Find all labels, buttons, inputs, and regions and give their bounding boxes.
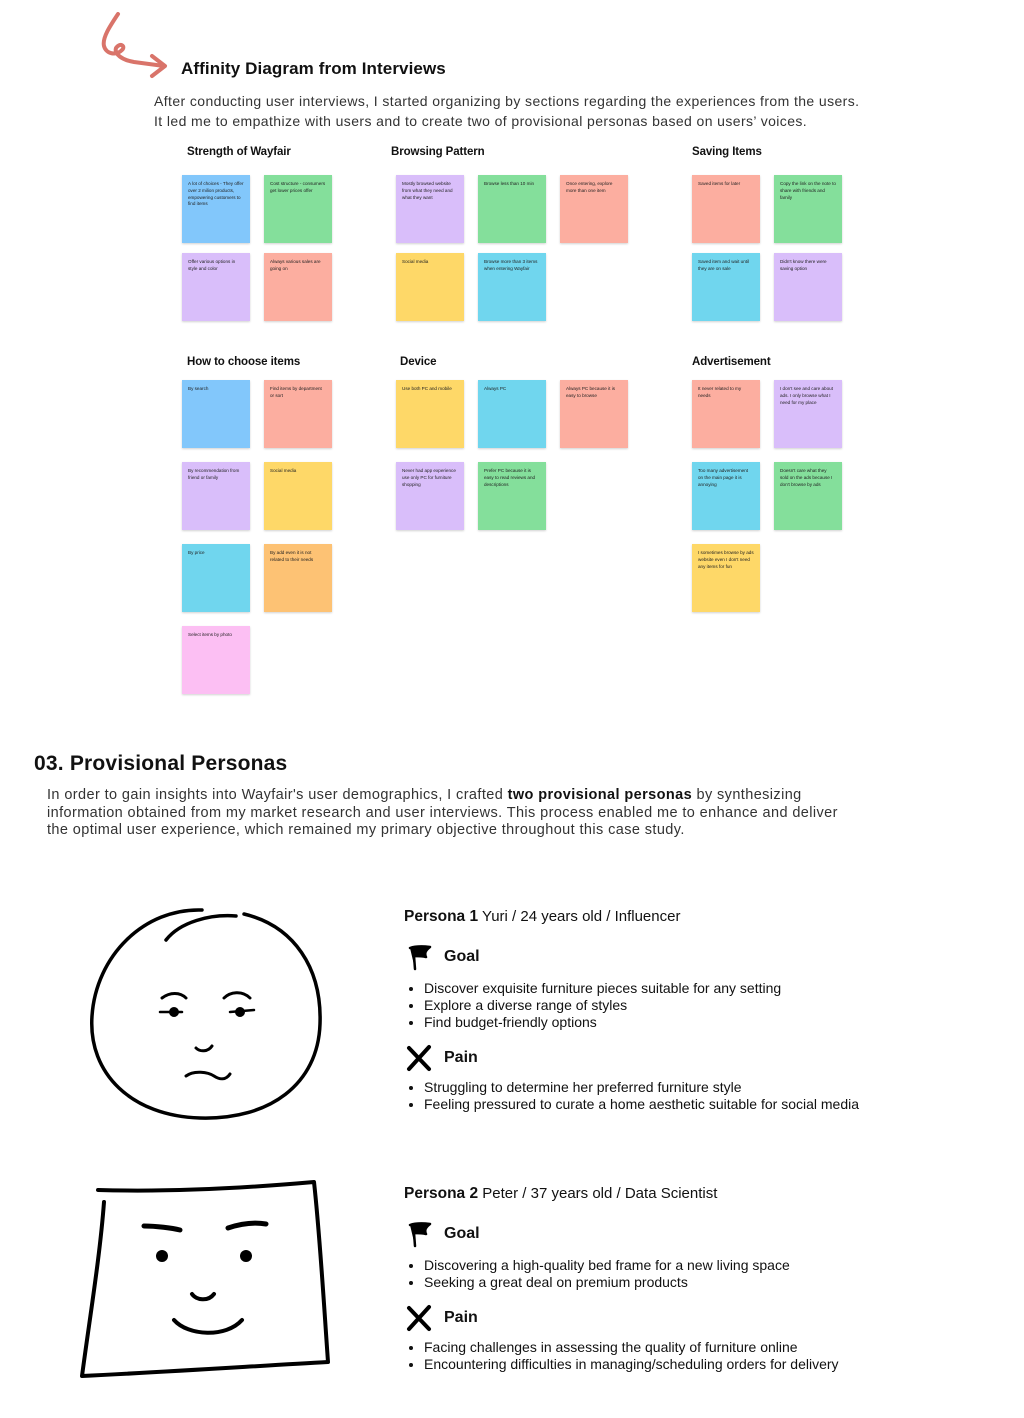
sticky-note: Didn't know there were saving option [774,253,842,321]
group-label-advertisement: Advertisement [692,356,771,368]
persona-name: Persona 2 [404,1185,479,1202]
persona-details: Peter / 37 years old / Data Scientist [482,1185,718,1202]
list-item: • Seeking a great deal on premium products [424,1274,839,1291]
persona-2-card [404,1185,839,1373]
list-item: • Discovering a high-quality bed frame for a new living space [424,1257,839,1274]
group-label-choose: How to choose items [187,356,301,368]
sticky-note: Offer various options in style and color [182,253,250,321]
list-item: • Explore a diverse range of styles [424,997,859,1014]
sticky-note: By recommendation from friend or family [182,462,250,530]
sticky-note: Social media [396,253,464,321]
sticky-note: By price [182,544,250,612]
sticky-note: Always various sales are going on [264,253,332,321]
sticky-note: Browse less than 10 min [478,175,546,243]
list-item: • Feeling pressured to curate a home aesthetic suitable for social media [424,1096,859,1113]
goal-list [404,1257,839,1291]
sticky-note: Never had app experience use only PC for furniture shopping [396,462,464,530]
sticky-note: Social media [264,462,332,530]
sticky-note: It never related to my needs [692,380,760,448]
x-icon [404,1043,434,1073]
sticky-note: I don't see and care about ads. I only browse what I need for my place [774,380,842,448]
pain-heading [404,1303,839,1333]
intro-text: by synthesizing [692,787,802,803]
personas-intro [47,787,947,840]
goal-list [404,980,859,1031]
sticky-note: Use both PC and mobile [396,380,464,448]
personas-intro-line [47,787,947,805]
group-label-strength: Strength of Wayfair [187,146,291,158]
hand-drawn-arrow-icon [98,12,172,82]
goal-label: Goal [444,948,480,965]
pain-label: Pain [444,1309,478,1326]
list-item: • Find budget-friendly options [424,1014,859,1031]
sticky-note: By search [182,380,250,448]
personas-intro-line: information obtained from my market research and user interviews. This process enabled me to enhance and deliver [47,804,838,821]
sticky-note: Always PC because it is easy to browse [560,380,628,448]
affinity-intro-line: After conducting user interviews, I started organizing by sections regarding the experiences from the users. [154,93,860,109]
group-label-device: Device [400,356,437,368]
sticky-note: Mostly browsed website from what they need and what they want [396,175,464,243]
sticky-note: Saved items for later [692,175,760,243]
affinity-intro [154,91,974,131]
group-label-saving: Saving Items [692,146,762,158]
sticky-note: Prefer PC because it is easy to read reviews and descriptions [478,462,546,530]
goal-label: Goal [444,1225,480,1242]
sticky-note: A lot of choices - They offer over 2 milion products, empowering customers to find items [182,175,250,243]
goal-heading [404,1219,839,1249]
sticky-note: Find items by department or sort [264,380,332,448]
persona-name: Persona 1 [404,908,479,925]
list-item: • Facing challenges in assessing the quality of furniture online [424,1339,839,1356]
persona-header [404,1185,839,1203]
pain-label: Pain [444,1049,478,1066]
goal-heading [404,942,859,972]
persona-2-face-illustration [76,1176,336,1386]
persona-details: Yuri / 24 years old / Influencer [482,908,681,925]
affinity-intro-line: It led me to empathize with users and to create two of provisional personas based on users’ voices. [154,113,808,129]
sticky-note: Cost structure - consumers get lower prices offer [264,175,332,243]
group-label-browsing: Browsing Pattern [391,146,485,158]
affinity-title: Affinity Diagram from Interviews [181,59,446,78]
pain-list [404,1339,839,1373]
sticky-note: Always PC [478,380,546,448]
pain-heading [404,1043,859,1073]
section-title: 03. Provisional Personas [34,752,288,775]
intro-emphasis: two provisional personas [507,787,693,803]
sticky-note: Once entering, explore more than one item [560,175,628,243]
persona-1-face-illustration [84,898,330,1126]
list-item: • Struggling to determine her preferred furniture style [424,1079,859,1096]
sticky-note: Saved item and wait until they are on sale [692,253,760,321]
sticky-note: Copy the link on the note to share with friends and family [774,175,842,243]
sticky-note: By add even it is not related to their needs [264,544,332,612]
personas-intro-line: the optimal user experience, which remained my primary objective throughout this case study. [47,822,685,838]
list-item: • Encountering difficulties in managing/scheduling orders for delivery [424,1356,839,1373]
sticky-note: I sometimes browse by ads website even I don't need any items for fun [692,544,760,612]
pain-list [404,1079,859,1113]
x-icon [404,1303,434,1333]
sticky-note: Doesn't care what they sold on the ads because I don't browse by ads [774,462,842,530]
flag-icon [404,942,434,972]
flag-icon [404,1219,434,1249]
intro-text: In order to gain insights into Wayfair's user demographics, I crafted [47,787,508,803]
persona-1-card [404,908,859,1113]
list-item: • Discover exquisite furniture pieces suitable for any setting [424,980,859,997]
persona-header [404,908,859,926]
sticky-note: Select items by photo [182,626,250,694]
sticky-note: Too many advertisement on the main page it is annoying [692,462,760,530]
sticky-note: Browse more than 3 items when entering Wayfair [478,253,546,321]
